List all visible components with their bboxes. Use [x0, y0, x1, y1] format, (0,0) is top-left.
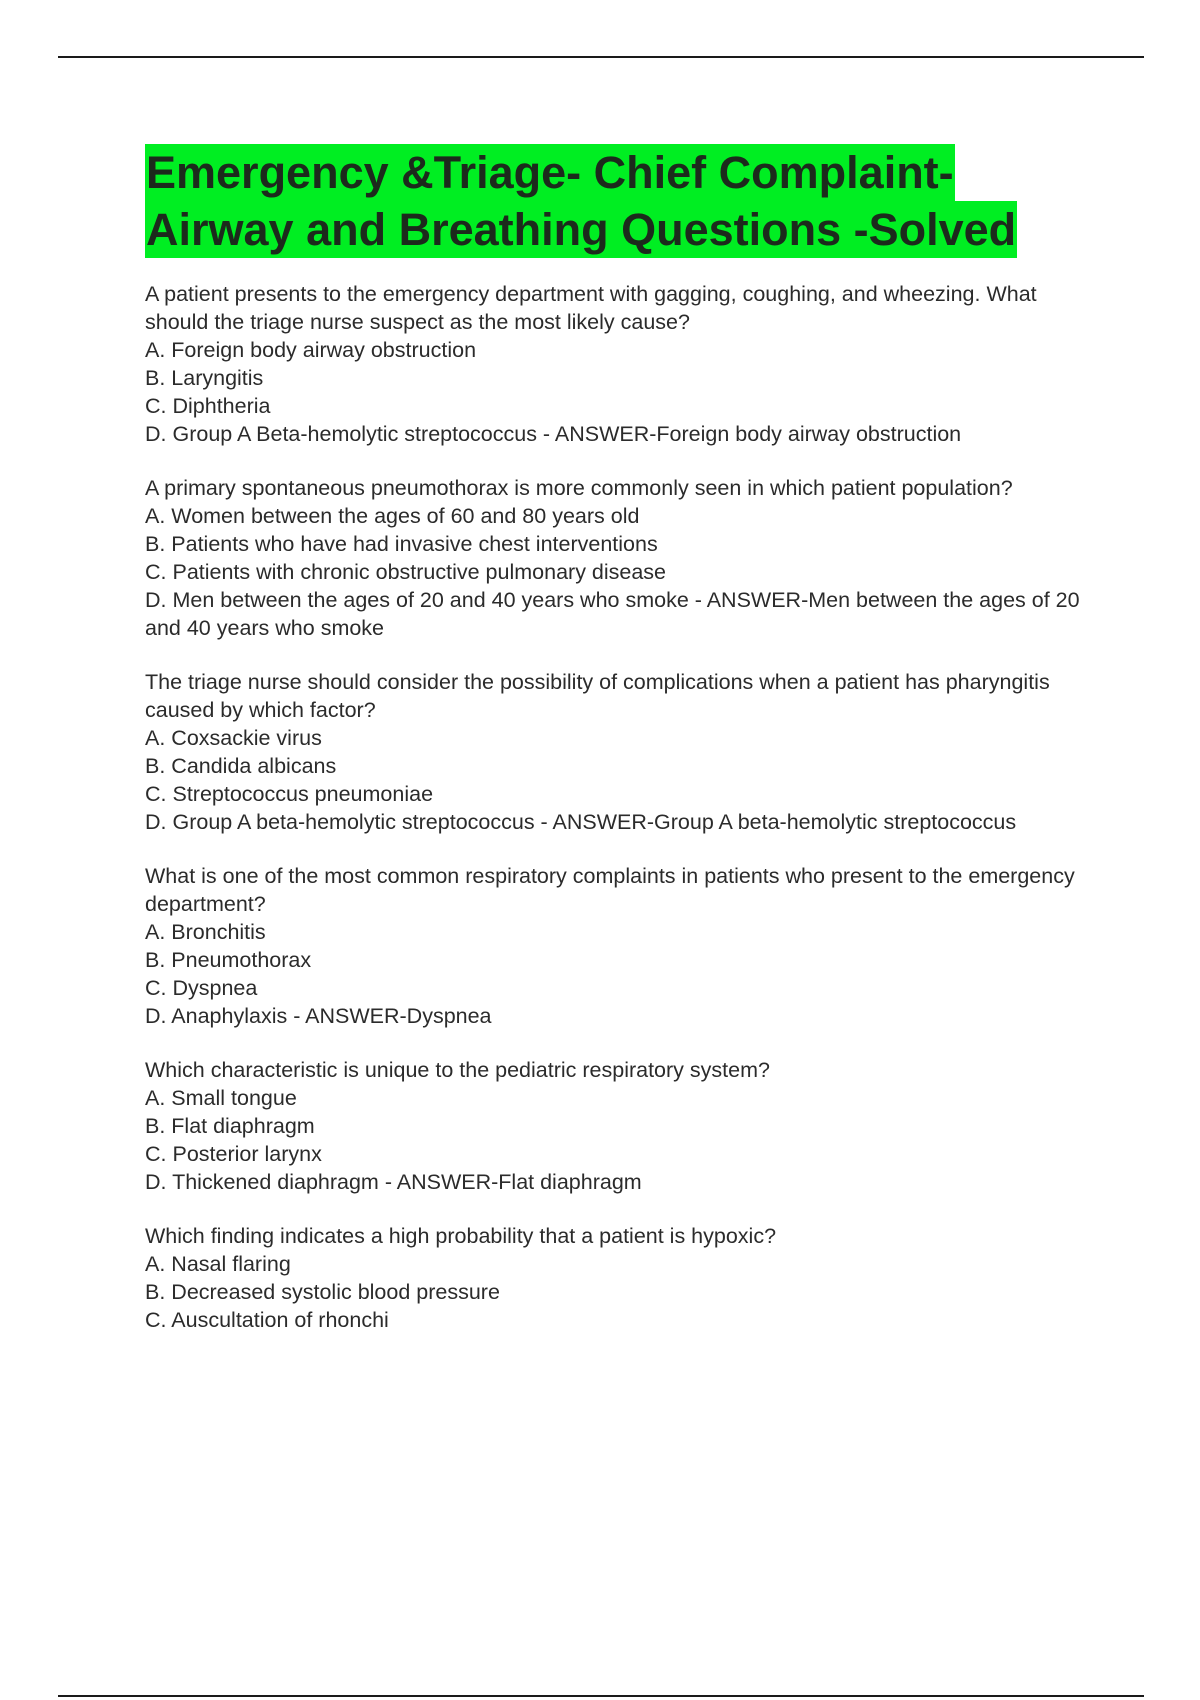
answer-option: A. Coxsackie virus: [145, 726, 322, 750]
question-prompt: The triage nurse should consider the possibility of complications when a patient has pharyngitis caused by which factor?: [145, 670, 1050, 722]
answer-option: D. Group A Beta-hemolytic streptococcus - ANSWER-Foreign body airway obstruction: [145, 422, 962, 446]
answer-option: D. Thickened diaphragm - ANSWER-Flat diaphragm: [145, 1170, 642, 1194]
document-body: [145, 144, 1090, 1360]
answer-option: A. Bronchitis: [145, 920, 266, 944]
header-rule: [58, 56, 1144, 58]
question-prompt: Which characteristic is unique to the pediatric respiratory system?: [145, 1058, 770, 1082]
answer-option: C. Auscultation of rhonchi: [145, 1308, 389, 1332]
answer-option: C. Patients with chronic obstructive pulmonary disease: [145, 560, 667, 584]
footer-rule: [58, 1695, 1144, 1697]
question-4: [145, 862, 1090, 1030]
question-3: [145, 668, 1090, 836]
answer-option: B. Decreased systolic blood pressure: [145, 1280, 500, 1304]
title-line-1: Emergency &Triage- Chief Complaint-: [145, 144, 955, 201]
answer-option: A. Women between the ages of 60 and 80 years old: [145, 504, 640, 528]
answer-option: D. Men between the ages of 20 and 40 years who smoke - ANSWER-Men between the ages of 20 and 40 years who smoke: [145, 588, 1080, 640]
question-5: [145, 1056, 1090, 1196]
answer-option: B. Patients who have had invasive chest interventions: [145, 532, 658, 556]
answer-option: B. Flat diaphragm: [145, 1114, 315, 1138]
answer-option: D. Group A beta-hemolytic streptococcus - ANSWER-Group A beta-hemolytic streptococcus: [145, 810, 1017, 834]
answer-option: C. Dyspnea: [145, 976, 258, 1000]
question-prompt: What is one of the most common respiratory complaints in patients who present to the emergency department?: [145, 864, 1075, 916]
answer-option: A. Nasal flaring: [145, 1252, 291, 1276]
question-prompt: A primary spontaneous pneumothorax is more commonly seen in which patient population?: [145, 476, 1013, 500]
answer-option: D. Anaphylaxis - ANSWER-Dyspnea: [145, 1004, 492, 1028]
question-2: [145, 474, 1090, 642]
title-line-2: Airway and Breathing Questions -Solved: [145, 201, 1017, 258]
question-6: [145, 1222, 1090, 1334]
answer-option: B. Pneumothorax: [145, 948, 312, 972]
question-1: [145, 280, 1090, 448]
answer-option: A. Foreign body airway obstruction: [145, 338, 477, 362]
document-title: [145, 144, 1090, 258]
answer-option: B. Candida albicans: [145, 754, 337, 778]
answer-option: C. Posterior larynx: [145, 1142, 322, 1166]
answer-option: A. Small tongue: [145, 1086, 297, 1110]
answer-option: B. Laryngitis: [145, 366, 264, 390]
answer-option: C. Diphtheria: [145, 394, 271, 418]
question-prompt: Which finding indicates a high probability that a patient is hypoxic?: [145, 1224, 777, 1248]
question-prompt: A patient presents to the emergency department with gagging, coughing, and wheezing. What should the triage nurse suspect as the most likely cause?: [145, 282, 1037, 334]
answer-option: C. Streptococcus pneumoniae: [145, 782, 434, 806]
